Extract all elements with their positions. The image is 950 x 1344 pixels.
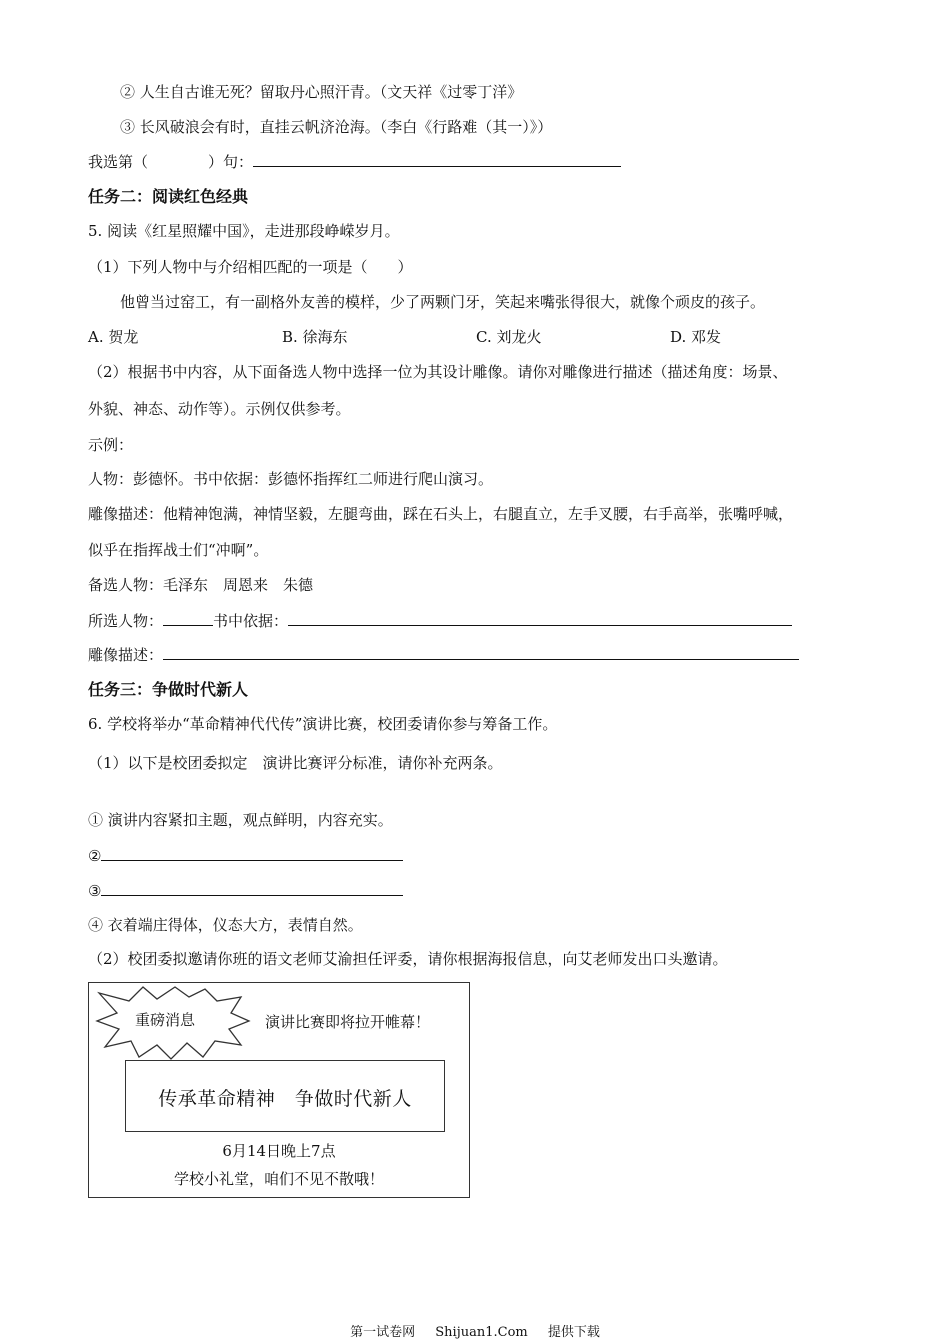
footer-site-name: 第一试卷网 [350,1325,416,1340]
basis-blank[interactable] [288,610,792,626]
criteria-4: ④ 衣着端庄得体，仪态大方，表情自然。 [88,916,363,934]
statue-desc-label: 雕像描述： [88,646,164,664]
footer-action: 提供下载 [547,1325,600,1340]
choice-sentence-blank[interactable] [253,151,621,167]
candidate-list: 备选人物：毛泽东 周恩来 朱德 [88,576,314,594]
question-6-2: （2）校团委拟邀请你班的语文老师艾渝担任评委，请你根据海报信息，向艾老师发出口头邀请。 [88,950,728,968]
option-d[interactable]: D. 邓发 [670,328,722,346]
poem-choice-row [88,151,621,172]
selected-person-blank[interactable] [163,610,213,626]
criteria-2-number: ② [88,847,102,865]
question-5-2-line1: （2）根据书中内容，从下面备选人物中选择一位为其设计雕像。请你对雕像进行描述（描述角度：场景、 [88,363,788,381]
task3-heading: 任务三：争做时代新人 [88,680,249,699]
poster-slogan: 传承革命精神 争做时代新人 [158,1088,412,1110]
question-6: 6. 学校将举办“革命精神代代传”演讲比赛，校团委请你参与筹备工作。 [88,715,558,733]
statue-desc-row [88,644,799,665]
criteria-2-blank[interactable] [101,845,403,861]
poem-line-3: ③ 长风破浪会有时，直挂云帆济沧海。（李白《行路难（其一）》） [120,118,553,136]
statue-desc-blank[interactable] [163,644,799,660]
choice-prefix: 我选第（ [88,153,149,171]
event-poster [88,982,470,1198]
basis-label: 书中依据： [213,612,289,630]
poster-headline: 演讲比赛即将拉开帷幕！ [265,1013,431,1031]
selected-person-label: 所选人物： [88,612,164,630]
slogan-box [125,1060,445,1132]
example-desc-line1: 雕像描述：他精神饱满，神情坚毅，左腿弯曲，踩在石头上，右腿直立，左手叉腰，右手高举，张嘴呼喊， [88,505,794,523]
question-5-1-description: 他曾当过窑工，有一副格外友善的模样，少了两颗门牙，笑起来嘴张得很大，就像个顽皮的孩子。 [120,293,766,311]
example-desc-line2: 似乎在指挥战士们“冲啊”。 [88,541,269,559]
poster-place: 学校小礼堂，咱们不见不散哦！ [173,1170,384,1188]
footer-site-url[interactable]: Shijuan1.Com [435,1325,528,1340]
question-6-1: （1）以下是校团委拟定 演讲比赛评分标准，请你补充两条。 [88,754,503,772]
option-a[interactable]: A. 贺龙 [88,328,139,346]
poem-line-2: ② 人生自古谁无死？留取丹心照汗青。（文天祥《过零丁洋》 [120,83,523,101]
question-5-2-line2: 外貌、神态、动作等）。示例仅供参考。 [88,400,351,418]
selected-person-row [88,610,792,631]
criteria-1: ① 演讲内容紧扣主题，观点鲜明，内容充实。 [88,811,393,829]
task2-heading: 任务二：阅读红色经典 [88,187,249,206]
criteria-2-row [88,845,403,866]
option-c[interactable]: C. 刘龙火 [476,328,542,346]
choice-mid: ）句： [208,153,254,171]
question-5: 5. 阅读《红星照耀中国》，走进那段峥嵘岁月。 [88,222,400,240]
criteria-3-blank[interactable] [101,880,403,896]
burst-text: 重磅消息 [135,1011,196,1029]
example-label: 示例： [88,436,134,454]
question-5-1: （1）下列人物中与介绍相匹配的一项是（ ） [88,258,413,276]
page-footer [0,1324,950,1342]
criteria-3-number: ③ [88,882,102,900]
example-person: 人物：彭德怀。书中依据：彭德怀指挥红二师进行爬山演习。 [88,470,494,488]
criteria-3-row [88,880,403,901]
poster-time: 6月14日晚上7点 [222,1142,336,1160]
option-b[interactable]: B. 徐海东 [282,328,348,346]
